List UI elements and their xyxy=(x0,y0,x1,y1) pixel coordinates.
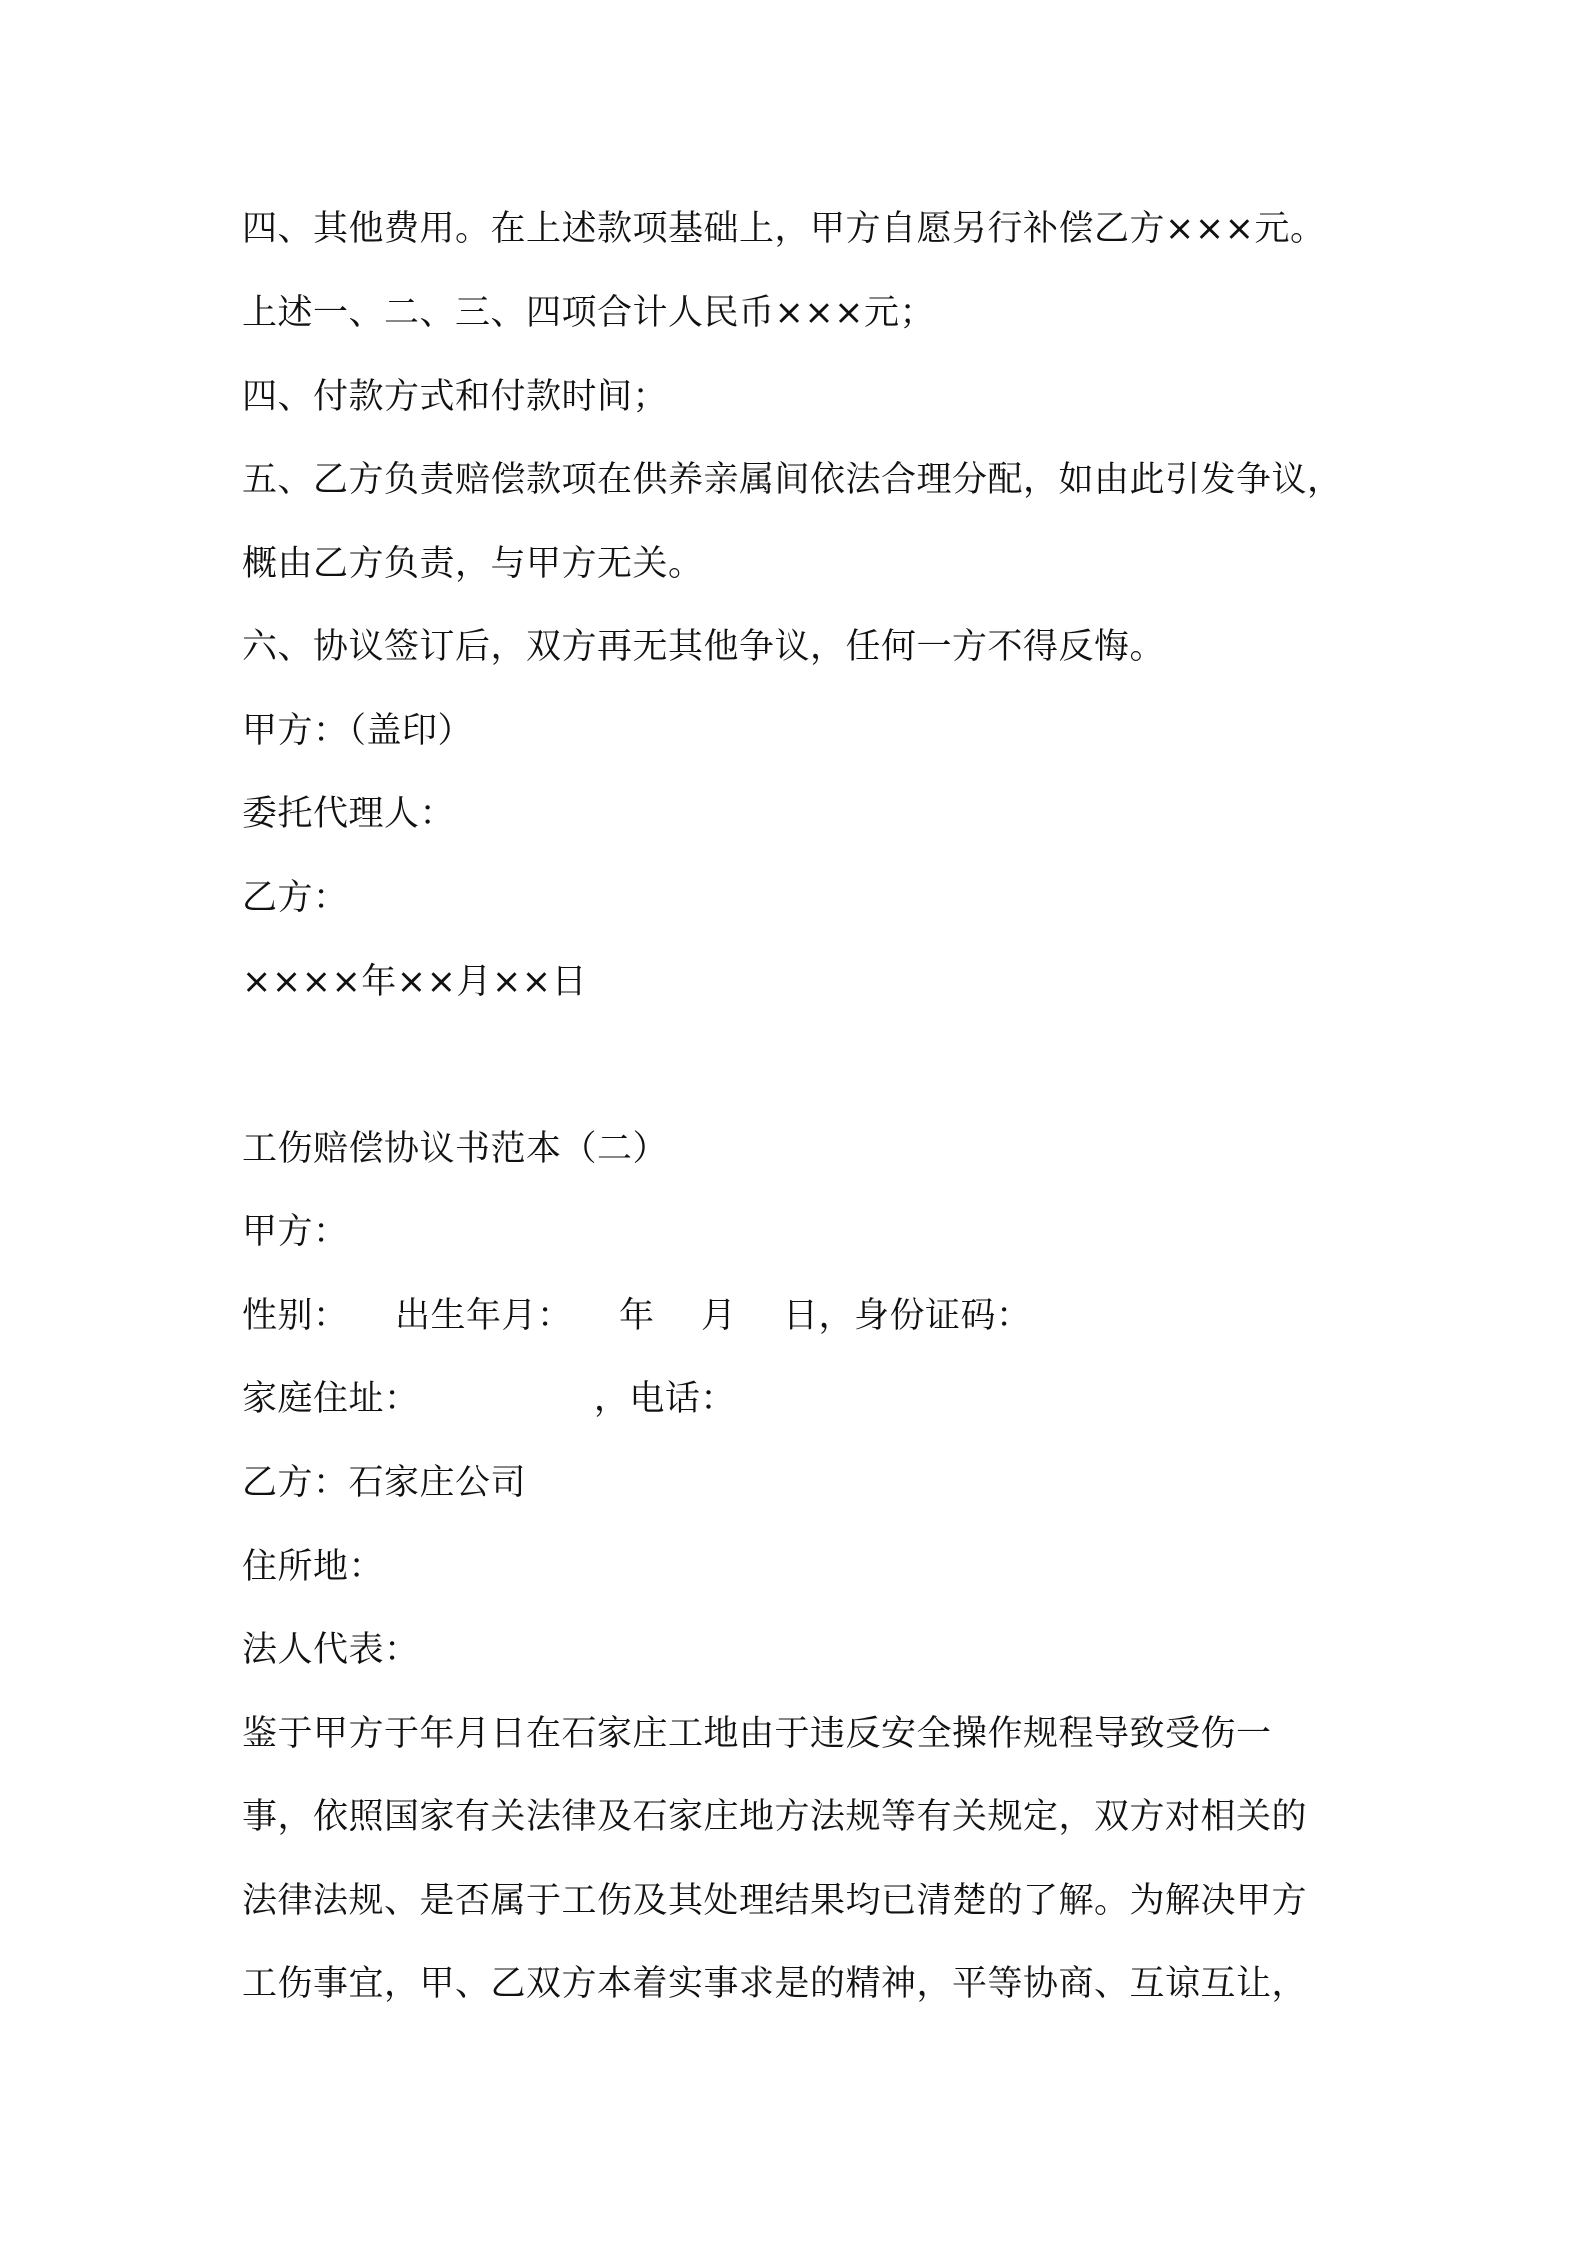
signature-agent: 委托代理人： xyxy=(242,794,456,834)
signature-party-b: 乙方： xyxy=(242,878,349,918)
personal-info-line: 性别： 出生年月： 年 月 日，身份证码： xyxy=(242,1296,1032,1336)
party-b-label: 乙方：石家庄公司 xyxy=(242,1463,527,1503)
legal-rep-label: 法人代表： xyxy=(242,1630,420,1670)
clause-distribution: 五、乙方负责赔偿款项在供养亲属间依法合理分配，如由此引发争议， xyxy=(242,460,1343,500)
clause-distribution-cont: 概由乙方负责，与甲方无关。 xyxy=(242,544,704,584)
residence-label: 住所地： xyxy=(242,1547,385,1587)
section-title: 工伤赔偿协议书范本（二） xyxy=(242,1129,669,1169)
body-paragraph-line: 法律法规、是否属于工伤及其处理结果均已清楚的了解。为解决甲方 xyxy=(242,1881,1308,1921)
clause-no-dispute: 六、协议签订后，双方再无其他争议，任何一方不得反悔。 xyxy=(242,627,1166,667)
body-paragraph-line: 工伤事宜，甲、乙双方本着实事求是的精神，平等协商、互谅互让， xyxy=(242,1964,1308,2004)
party-a-label: 甲方： xyxy=(242,1212,349,1252)
clause-payment-method: 四、付款方式和付款时间； xyxy=(242,377,669,417)
clause-total-amount: 上述一、二、三、四项合计人民币×××元； xyxy=(242,293,935,333)
signature-date: ××××年××月××日 xyxy=(242,962,588,1002)
clause-other-fees: 四、其他费用。在上述款项基础上，甲方自愿另行补偿乙方×××元。 xyxy=(242,209,1326,249)
address-phone-line: 家庭住址： ，电话： xyxy=(242,1379,736,1419)
body-paragraph-line: 事，依照国家有关法律及石家庄地方法规等有关规定，双方对相关的 xyxy=(242,1797,1308,1837)
signature-party-a: 甲方：（盖印） xyxy=(242,711,474,751)
body-paragraph-line: 鉴于甲方于年月日在石家庄工地由于违反安全操作规程导致受伤一 xyxy=(242,1714,1272,1754)
